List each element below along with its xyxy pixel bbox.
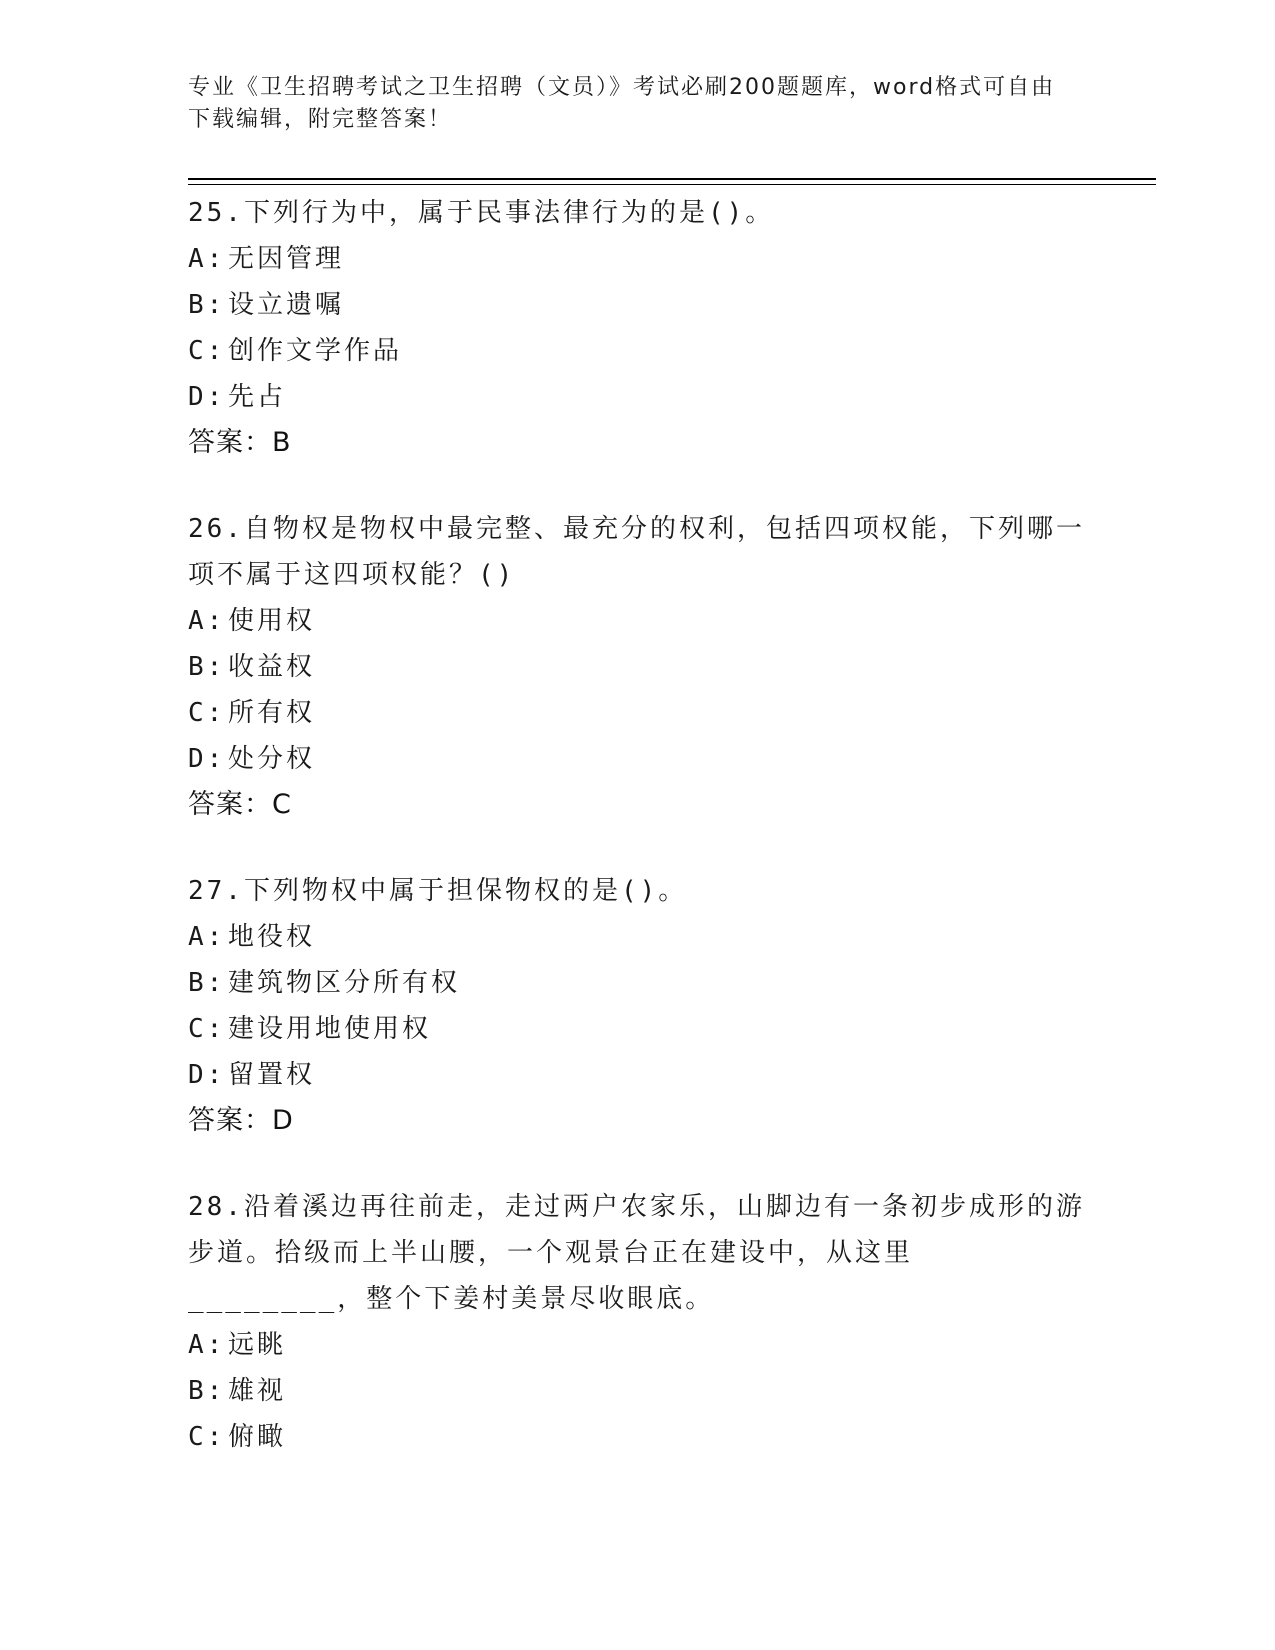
option-b [188, 1368, 1088, 1414]
option-text: 俯瞰 [228, 1422, 287, 1452]
option-letter: A: [188, 244, 226, 274]
answer-line: 答案：B [188, 427, 292, 458]
option-letter: B: [188, 968, 226, 998]
option-letter: A: [188, 606, 226, 636]
option-text: 远眺 [228, 1330, 287, 1360]
option-text: 雄视 [228, 1376, 287, 1406]
document-header: 专业《卫生招聘考试之卫生招聘（文员）》考试必刷200题题库，word格式可自由下载编辑，附完整答案！ [188, 75, 1056, 132]
option-text: 创作文学作品 [228, 336, 403, 366]
option-text: 无因管理 [228, 244, 345, 274]
option-c [188, 328, 1088, 374]
option-d [188, 1052, 1088, 1098]
option-letter: D: [188, 1060, 226, 1090]
option-text: 所有权 [228, 698, 316, 728]
option-text: 留置权 [228, 1060, 316, 1090]
option-letter: B: [188, 652, 226, 682]
option-c [188, 1414, 1088, 1460]
option-letter: A: [188, 922, 226, 952]
option-letter: C: [188, 1014, 226, 1044]
option-letter: C: [188, 698, 226, 728]
header-divider-thin [188, 184, 1156, 185]
option-a [188, 598, 1088, 644]
question-stem: 28.沿着溪边再往前走，走过两户农家乐，山脚边有一条初步成形的游步道。拾级而上半山腰，一个观景台正在建设中，从这里________，整个下姜村美景尽收眼底。 [188, 1192, 1085, 1314]
option-text: 使用权 [228, 606, 316, 636]
option-d [188, 374, 1088, 420]
option-letter: B: [188, 290, 226, 320]
option-letter: C: [188, 1422, 226, 1452]
option-text: 先占 [228, 382, 287, 412]
option-a [188, 914, 1088, 960]
option-c [188, 1006, 1088, 1052]
option-b [188, 960, 1088, 1006]
question-list [188, 190, 1088, 1460]
question-28 [188, 1184, 1088, 1460]
question-27 [188, 868, 1088, 1144]
question-stem: 25.下列行为中，属于民事法律行为的是()。 [188, 198, 775, 228]
option-letter: D: [188, 382, 226, 412]
option-a [188, 236, 1088, 282]
option-c [188, 690, 1088, 736]
option-text: 建筑物区分所有权 [228, 968, 461, 998]
option-letter: A: [188, 1330, 226, 1360]
question-stem: 26.自物权是物权中最完整、最充分的权利，包括四项权能，下列哪一项不属于这四项权能？() [188, 514, 1085, 590]
question-25 [188, 190, 1088, 466]
option-b [188, 644, 1088, 690]
option-letter: D: [188, 744, 226, 774]
answer-line: 答案：C [188, 789, 292, 820]
option-d [188, 736, 1088, 782]
option-text: 处分权 [228, 744, 316, 774]
option-text: 建设用地使用权 [228, 1014, 432, 1044]
option-text: 收益权 [228, 652, 316, 682]
option-letter: C: [188, 336, 226, 366]
option-letter: B: [188, 1376, 226, 1406]
answer-line: 答案：D [188, 1105, 294, 1136]
option-text: 地役权 [228, 922, 316, 952]
question-26 [188, 506, 1088, 828]
option-text: 设立遗嘱 [228, 290, 345, 320]
option-a [188, 1322, 1088, 1368]
question-stem: 27.下列物权中属于担保物权的是()。 [188, 876, 688, 906]
option-b [188, 282, 1088, 328]
header-divider-thick [188, 178, 1156, 180]
